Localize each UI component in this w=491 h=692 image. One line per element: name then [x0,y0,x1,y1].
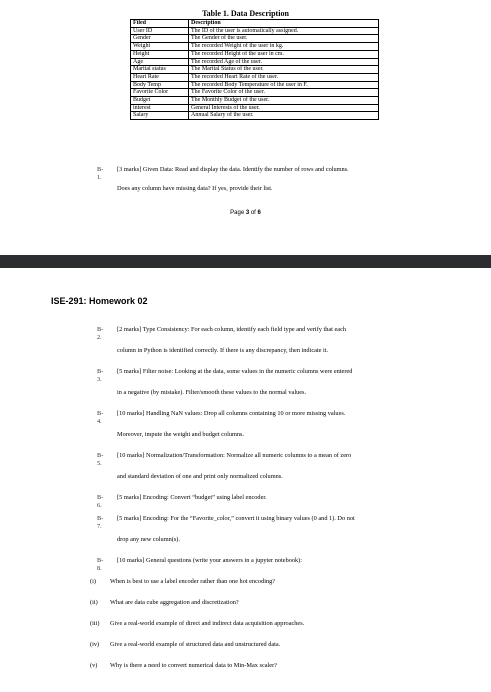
table-row [131,73,379,81]
field-cell: Weight [131,43,189,51]
description-cell: General Interests of the user. [189,104,379,112]
subquestion-text: What are data cube aggregation and discretization? [110,599,239,606]
field-cell: Gender [131,35,189,43]
question-number: B-1. [97,166,104,181]
subquestion-text: Give a real-world example of structured data and unstructured data. [110,641,281,648]
question-number: B-8. [97,557,104,572]
table-row [131,66,379,74]
subquestion-text: Give a real-world example of direct and indirect data acquisition approaches. [110,620,305,627]
question-text: Moreover, impute the weight and budget columns. [117,431,245,438]
table-row [131,50,379,58]
question-text: [5 marks] Filter noise: Looking at the data, some values in the numeric columns were entered [117,368,353,375]
table-row [131,81,379,89]
question-text: drop any new column(s). [117,536,180,543]
table-header-row [131,20,379,28]
question-number: B-7. [97,515,104,530]
table-row [131,35,379,43]
question-text: [2 marks] Type Consistency: For each column, identify each field type and verify that each [117,326,347,333]
question-text: [10 marks] General questions (write your answers in a jupyter notebook): [117,557,303,564]
subquestion-text: When is best to use a label encoder rather than one hot encoding? [110,578,276,585]
subquestion-number: (ii) [90,599,98,606]
field-cell: Body Temp [131,81,189,89]
field-cell: User ID [131,27,189,35]
description-cell: The ID of the user is automatically assigned. [189,27,379,35]
field-cell: Heart Rate [131,73,189,81]
description-cell: The Favorite Color of the user. [189,89,379,97]
column-header: Description [189,20,379,28]
table-row [131,89,379,97]
question-text: [3 marks] Given Data: Read and display the data. Identify the number of rows and columns. [117,166,349,173]
field-cell: interest [131,104,189,112]
question-text: [5 marks] Encoding: Convert “budget” using label encoder. [117,494,267,501]
question-text: column in Python is identified correctly. If there is any discrepancy, then indicate it. [117,347,329,354]
field-cell: Age [131,58,189,66]
description-cell: The recorded Heart Rate of the user. [189,73,379,81]
question-text: [5 marks] Encoding: For the “Favorite_color,” convert it using binary values (0 and 1). Do not [117,515,355,522]
question-number: B-3. [97,368,104,383]
question-text: Does any column have missing data? If yes, provide their list. [117,185,273,192]
field-cell: Favorite Color [131,89,189,97]
table-title: Table 1. Data Description [202,9,289,18]
page-header-title: ISE-291: Homework 02 [51,296,148,306]
description-cell: The Marital Status of the user. [189,66,379,74]
description-cell: The recorded Age of the user. [189,58,379,66]
question-text: [10 marks] Handling NaN values: Drop all columns containing 10 or more missing values. [117,410,346,417]
field-cell: Salary [131,112,189,120]
description-cell: The Monthly Budget of the user. [189,97,379,105]
field-cell: Budget [131,97,189,105]
column-header: Filed [131,20,189,28]
page-3 [0,0,491,255]
description-cell: The recorded Body Temperature of the user in F. [189,81,379,89]
subquestion-number: (iii) [90,620,100,627]
table-row [131,104,379,112]
subquestion-number: (iv) [90,641,100,648]
page-separator [0,255,491,268]
page-number: Page 3 of 6 [230,210,261,216]
description-cell: Annual Salary of the user. [189,112,379,120]
table-row [131,58,379,66]
table-row [131,43,379,51]
description-cell: The Gender of the user. [189,35,379,43]
question-text: and standard deviation of one and print only normalized columns. [117,473,283,480]
question-number: B-6. [97,494,104,509]
question-text: in a negative (by mistake). Filter/smooth these values to the normal values. [117,389,307,396]
question-number: B-5. [97,452,104,467]
table-row [131,112,379,120]
subquestion-text: Why is there a need to convert numerical data to Min-Max scaler? [110,662,277,669]
data-description-table [130,19,379,120]
question-number: B-2. [97,326,104,341]
field-cell: Marital status [131,66,189,74]
subquestion-number: (i) [90,578,96,585]
table-row [131,27,379,35]
question-text: [10 marks] Normalization/Transformation: Normalize all numeric columns to a mean of zero [117,452,352,459]
description-cell: The recorded Height of the user in cm. [189,50,379,58]
page-4 [0,268,491,692]
field-cell: Height [131,50,189,58]
table-row [131,97,379,105]
question-number: B-4. [97,410,104,425]
subquestion-number: (v) [90,662,98,669]
description-cell: The recorded Weight of the user in kg. [189,43,379,51]
